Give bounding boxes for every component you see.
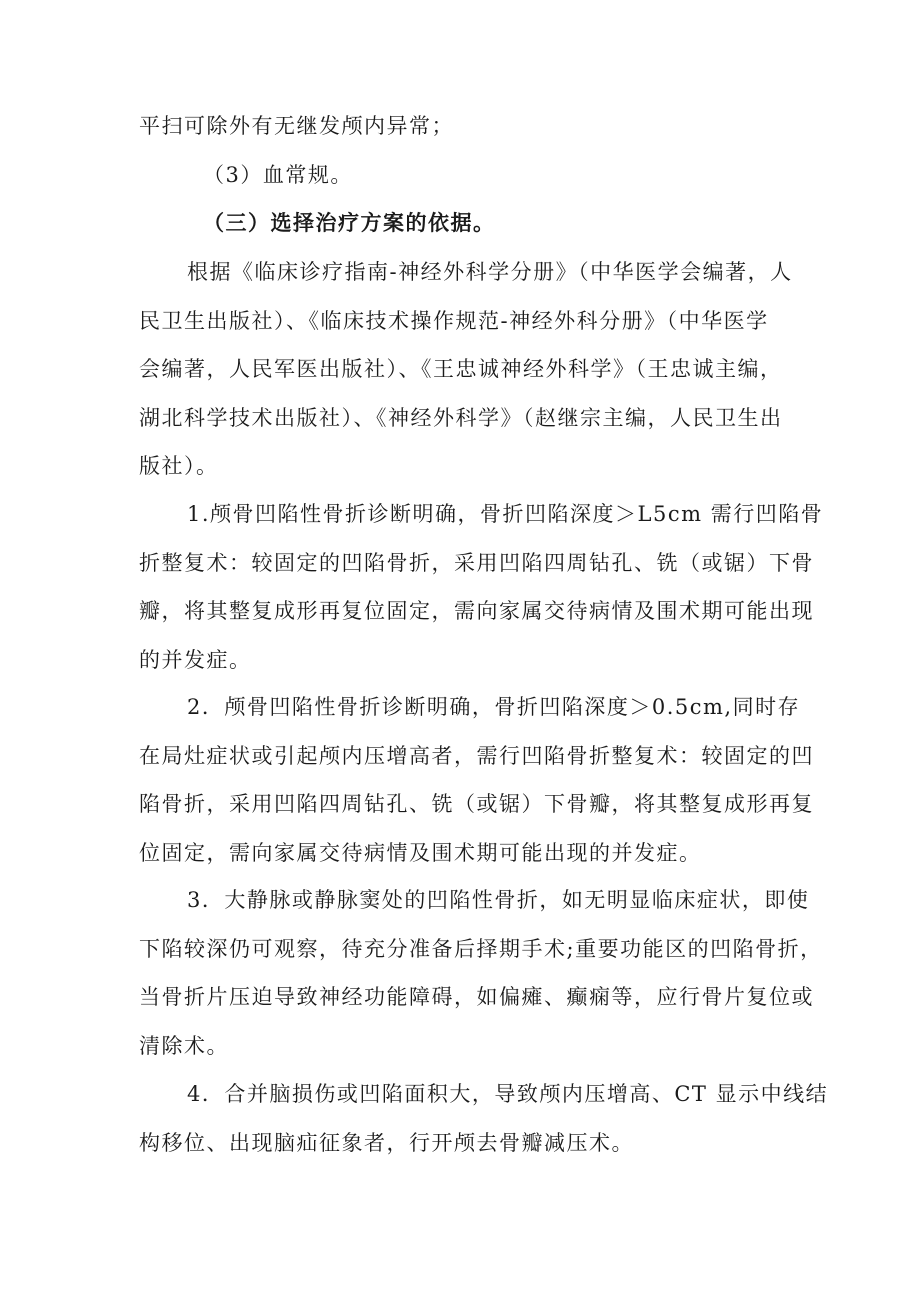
- text-line: 陷骨折，采用凹陷四周钻孔、铣（或锯）下骨瓣，将其整复成形再复: [139, 792, 814, 816]
- heading-text: （三）选择治疗方案的依据。: [203, 211, 496, 235]
- text-line: 构移位、出现脑疝征象者，行开颅去骨瓣减压术。: [139, 1130, 634, 1155]
- text-line: 1.颅骨凹陷性骨折诊断明确，骨折凹陷深度＞L5cm 需行凹陷骨: [187, 502, 824, 526]
- text-line: 根据《临床诊疗指南-神经外科学分册》（中华医学会编著，人: [187, 260, 793, 284]
- text-line: 的并发症。: [139, 647, 252, 672]
- continuation-text: [139, 102, 785, 151]
- text-line: 2．颅骨凹陷性骨折诊断明确，骨折凹陷深度＞0.5cm,同时存: [187, 695, 801, 719]
- text-line: 当骨折片压迫导致神经功能障碍，如偏瘫、癫痫等，应行骨片复位或: [139, 985, 814, 1009]
- text-line: 会编著，人民军医出版社）、《王忠诚神经外科学》（王忠诚主编，: [139, 357, 783, 381]
- basis-paragraph: [139, 248, 793, 491]
- criteria-item-3: [139, 876, 823, 1070]
- text-line: （3）血常规。: [203, 163, 353, 187]
- text-line: 4．合并脑损伤或凹陷面积大，导致颅内压增高、CT 显示中线结: [187, 1082, 829, 1106]
- text-line: 折整复术：较固定的凹陷骨折，采用凹陷四周钻孔、铣（或锯）下骨: [139, 550, 814, 575]
- criteria-item-1: [139, 490, 824, 684]
- text-line: 平扫可除外有无继发颅内异常；: [139, 114, 454, 138]
- text-line: 民卫生出版社）、《临床技术操作规范-神经外科分册》（中华医学: [139, 308, 769, 333]
- criteria-item-4: [139, 1070, 829, 1167]
- list-item-blood-routine: [203, 151, 849, 200]
- section-heading: [203, 199, 849, 248]
- text-line: 版社）。: [139, 454, 219, 478]
- text-line: 在局灶症状或引起颅内压增高者，需行凹陷骨折整复术：较固定的凹: [139, 743, 814, 768]
- text-line: 3．大静脉或静脉窦处的凹陷性骨折，如无明显临床症状，即使: [187, 888, 810, 912]
- text-line: 湖北科学技术出版社）、《神经外科学》（赵继宗主编，人民卫生出: [139, 405, 783, 430]
- text-line: 位固定，需向家属交待病情及围术期可能出现的并发症。: [139, 840, 702, 865]
- text-line: 瓣，将其整复成形再复位固定，需向家属交待病情及围术期可能出现: [139, 599, 814, 623]
- text-line: 清除术。: [139, 1033, 229, 1058]
- text-line: 下陷较深仍可观察，待充分准备后择期手术;重要功能区的凹陷骨折，: [139, 936, 823, 961]
- criteria-item-2: [139, 683, 814, 877]
